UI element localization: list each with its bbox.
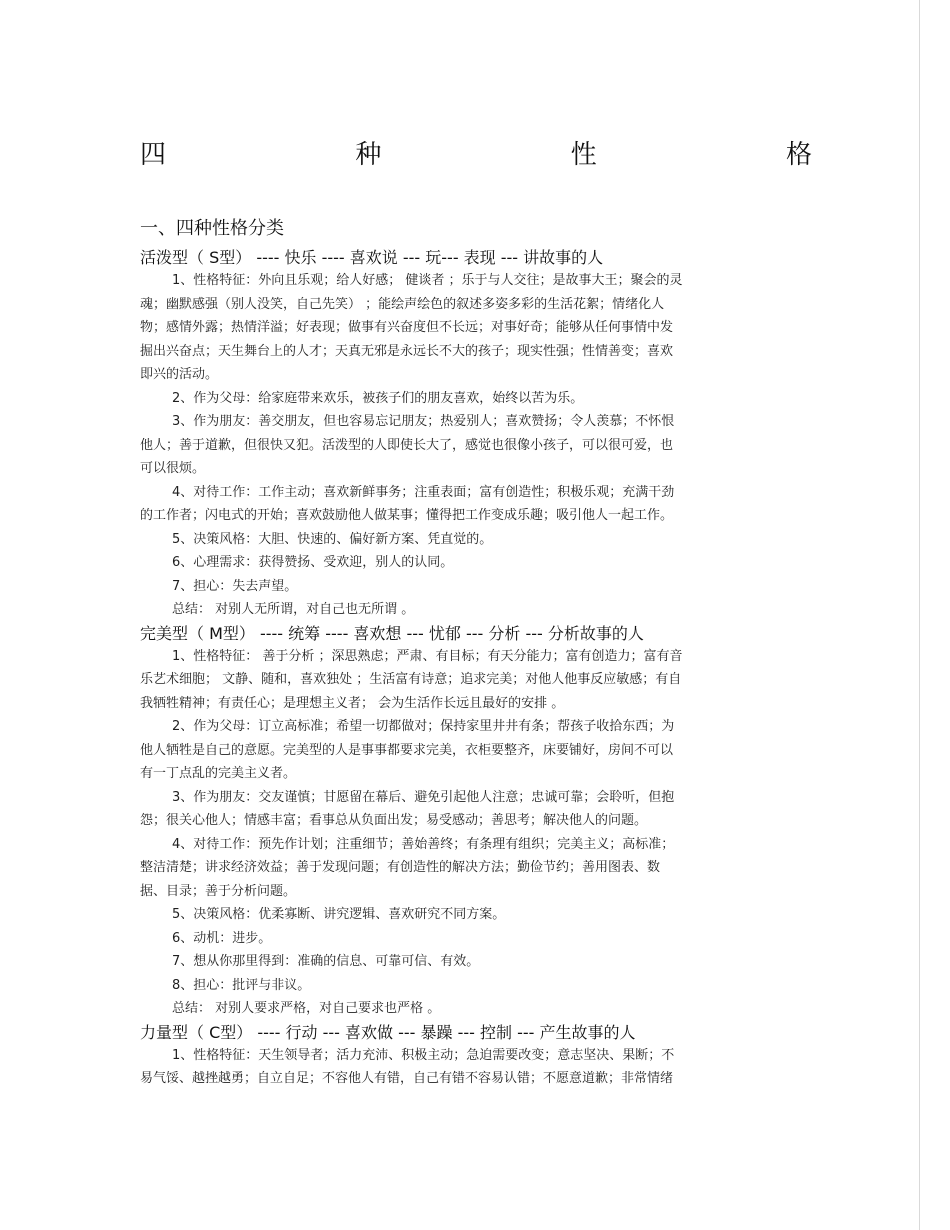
title-char: 格 [785, 140, 812, 170]
body-text-line: 怨；很关心他人；情感丰富；看事总从负面出发；易受感动；善思考；解决他人的问题。 [140, 813, 648, 828]
body-text-line: 我牺牲精神；有责任心；是理想主义者； 会为生活作长远且最好的安排 。 [140, 695, 565, 711]
body-text-line: 7、想从你那里得到：准确的信息、可靠可信、有效。 [172, 954, 480, 969]
title-char: 种 [355, 140, 382, 170]
body-text-line: 据、目录；善于分析问题。 [140, 883, 297, 899]
body-text-line: 5、决策风格：优柔寡断、讲究逻辑、喜欢研究不同方案。 [172, 907, 506, 922]
body-text-line: 乐艺术细胞； 文静、随和，喜欢独处 ；生活富有诗意；追求完美；对他人他事反应敏感；有自 [140, 672, 682, 687]
body-text-line: 6、动机：进步。 [172, 930, 272, 946]
body-text-line: 总结： 对别人要求严格，对自己要求也严格 。 [172, 1001, 441, 1016]
document-title [140, 134, 812, 171]
body-text-line: 他人牺牲是自己的意愿。完美型的人是事事都要求完美，衣柜要整齐，床要铺好，房间不可以 [140, 742, 674, 758]
page-right-border [919, 0, 920, 1230]
body-text-line: 可以很烦。 [140, 461, 206, 476]
personality-type-heading: 力量型（ C型） ---- 行动 --- 喜欢做 --- 暴躁 --- 控制 --- 产生故事的人 [140, 1022, 636, 1042]
body-text-line: 3、作为朋友：善交朋友，但也容易忘记朋友；热爱别人；喜欢赞扬；令人羡慕；不怀恨 [172, 414, 675, 429]
body-text-line: 4、对待工作：预先作计划；注重细节；善始善终；有条理有组织；完美主义；高标准； [172, 836, 675, 852]
body-text-line: 6、心理需求：获得赞扬、受欢迎，别人的认同。 [172, 555, 454, 570]
body-text-line: 整洁清楚；讲求经济效益；善于发现问题；有创造性的解决方法；勤俭节约；善用图表、数 [140, 860, 661, 875]
title-char: 四 [140, 140, 167, 170]
body-text-line: 魂；幽默感强（别人没笑，自己先笑） ；能绘声绘色的叙述多姿多彩的生活花絮；情绪化人 [140, 296, 665, 312]
body-text-line: 1、性格特征： 善于分析 ；深思熟虑；严肃、有目标；有天分能力；富有创造力；富有音 [172, 648, 683, 664]
body-text-line: 他人；善于道歉，但很快又犯。活泼型的人即使长大了，感觉也很像小孩子，可以很可爱，也 [140, 437, 674, 453]
body-text-line: 易气馁、越挫越勇；自立自足；不容他人有错，自己有错不容易认错；不愿意道歉；非常情绪 [140, 1071, 674, 1086]
body-text-line: 4、对待工作：工作主动；喜欢新鲜事务；注重表面；富有创造性；积极乐观；充满干劲 [172, 484, 675, 500]
body-text-line: 总结： 对别人无所谓，对自己也无所谓 。 [172, 602, 415, 617]
body-text-line: 物；感情外露；热情洋溢；好表现；做事有兴奋度但不长远；对事好奇；能够从任何事情中发 [140, 320, 674, 335]
body-text-line: 的工作者；闪电式的开始；喜欢鼓励他人做某事；懂得把工作变成乐趣；吸引他人一起工作。 [140, 508, 674, 523]
document-body [140, 246, 780, 1091]
body-text-line: 掘出兴奋点；天生舞台上的人才；天真无邪是永远长不大的孩子；现实性强；性情善变；喜欢 [140, 343, 674, 359]
body-text-line: 5、决策风格：大胆、快速的、偏好新方案、凭直觉的。 [172, 531, 493, 547]
personality-type-heading: 活泼型（ S型） ---- 快乐 ---- 喜欢说 --- 玩--- 表现 --- 讲故事的人 [140, 248, 604, 267]
personality-type-heading: 完美型（ M型） ---- 统筹 ---- 喜欢想 --- 忧郁 --- 分析 --- 分析故事的人 [140, 623, 644, 643]
body-text-line: 即兴的活动。 [140, 367, 219, 382]
body-text-line: 2、作为父母：给家庭带来欢乐，被孩子们的朋友喜欢，始终以苦为乐。 [172, 390, 584, 406]
body-text-line: 有一丁点乱的完美主义者。 [140, 766, 297, 781]
body-text-line: 8、担心：批评与非议。 [172, 977, 311, 993]
body-text-line: 3、作为朋友：交友谨慎；甘愿留在幕后、避免引起他人注意；忠诚可靠；会聆听，但抱 [172, 789, 675, 805]
body-text-line: 2、作为父母：订立高标准；希望一切都做对；保持家里井井有条；帮孩子收拾东西；为 [172, 719, 675, 734]
body-text-line: 1、性格特征：外向且乐观；给人好感； 健谈者 ；乐于与人交往；是故事大王；聚会的灵 [172, 273, 683, 288]
title-char: 性 [570, 140, 597, 170]
body-text-line: 7、担心：失去声望。 [172, 578, 298, 594]
section-heading: 一、四种性格分类 [140, 218, 284, 239]
body-text-line: 1、性格特征：天生领导者；活力充沛、积极主动；急迫需要改变；意志坚决、果断；不 [172, 1047, 675, 1063]
